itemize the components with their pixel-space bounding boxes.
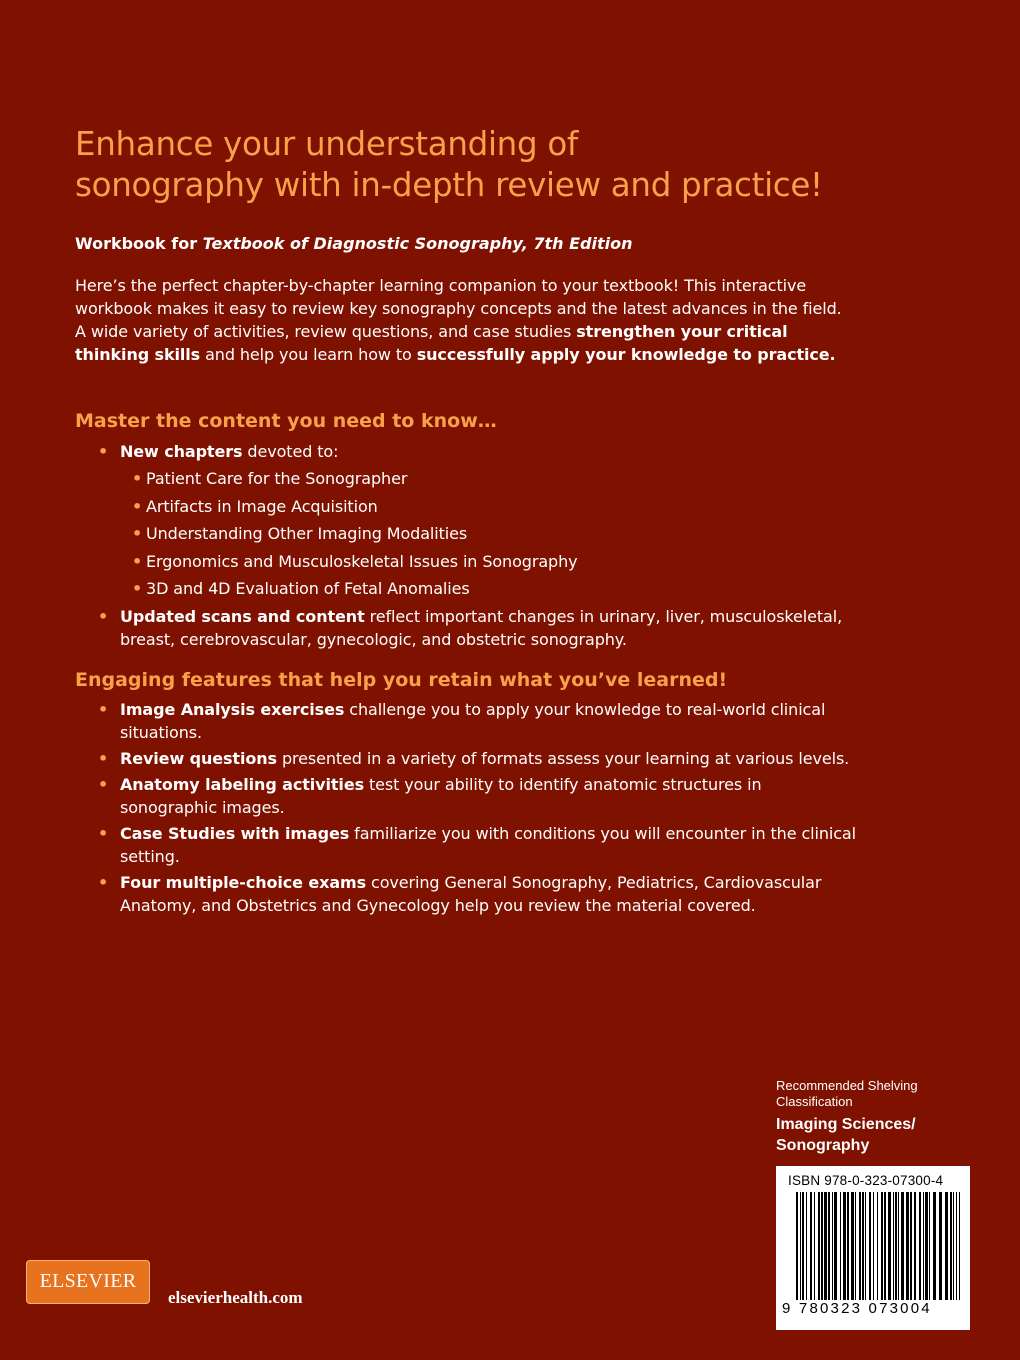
barcode-bar (933, 1192, 936, 1300)
feature-text: challenge you to apply your knowledge to real-world clinical situations. (120, 700, 826, 742)
barcode-bar (923, 1192, 924, 1300)
barcode-bar (959, 1192, 960, 1300)
barcode-bar (840, 1192, 841, 1300)
chapter-item: • Patient Care for the Sonographer (132, 467, 858, 490)
feature-text: presented in a variety of formats assess your learning at various levels. (276, 749, 850, 768)
barcode-bar (895, 1192, 897, 1300)
intro-bold-1: strengthen your critical thinking skills (75, 322, 788, 364)
chapter-item: • Understanding Other Imaging Modalities (132, 522, 858, 545)
headline (75, 124, 955, 206)
barcode-bar (881, 1192, 883, 1300)
feature-bold: Four multiple-choice exams (120, 873, 367, 892)
updated-scans-bold: Updated scans and content (120, 606, 365, 626)
barcode-bar (910, 1192, 912, 1300)
barcode-bar (945, 1192, 948, 1300)
section-heading-master-content: Master the content you need to know… (75, 410, 497, 432)
barcode-bar (953, 1192, 954, 1300)
barcode-bar (855, 1192, 856, 1300)
feature-item (98, 822, 858, 868)
feature-bold: Case Studies with images (120, 824, 350, 843)
publisher-website: elsevierhealth.com (168, 1288, 303, 1307)
isbn-barcode (776, 1166, 970, 1330)
barcode-bar (828, 1192, 830, 1300)
chapter-item: • Ergonomics and Musculoskeletal Issues in Sonography (132, 550, 858, 573)
barcode-bar (925, 1192, 928, 1300)
list-item-updated-scans (98, 605, 858, 651)
feature-item (98, 747, 858, 770)
barcode-bar (901, 1192, 904, 1300)
intro-bold-2: successfully apply your knowledge to practice. (416, 345, 836, 364)
barcode-bar (884, 1192, 886, 1300)
list-item-new-chapters (98, 440, 858, 600)
barcode-bar (832, 1192, 833, 1300)
barcode-bar (888, 1192, 891, 1300)
barcode-bar (893, 1192, 894, 1300)
elsevier-logo (26, 1260, 150, 1304)
barcode-bar (818, 1192, 820, 1300)
barcode-bar (939, 1192, 942, 1300)
feature-bold: Anatomy labeling activities (120, 775, 364, 794)
barcode-bar (919, 1192, 921, 1300)
feature-bold: Image Analysis exercises (120, 700, 345, 719)
barcode-bar (898, 1192, 899, 1300)
subtitle-prefix: Workbook for (75, 234, 203, 253)
new-chapters-bold: New chapters (120, 442, 243, 461)
barcode-bar (869, 1192, 871, 1300)
barcode-bar (851, 1192, 854, 1300)
chapter-item: • Artifacts in Image Acquisition (132, 495, 858, 518)
intro-text-1: Here’s the perfect chapter-by-chapter learning companion to your textbook! This interactive workbook makes it easy to review key sonography concepts and the latest advances in the field. A wide variety of activities, review questions, and case studies (75, 276, 842, 341)
barcode-bar (847, 1192, 849, 1300)
master-content-list (98, 440, 858, 655)
barcode-bar (800, 1192, 801, 1300)
shelving-classification (776, 1078, 976, 1156)
isbn-number: ISBN 978-0-323-07300-4 (788, 1173, 944, 1188)
engaging-features-list (98, 698, 858, 920)
barcode-bar (865, 1192, 866, 1300)
chapter-item: • 3D and 4D Evaluation of Fetal Anomalies (132, 577, 858, 600)
shelving-label-2: Classification (776, 1094, 853, 1109)
updated-scans-text: reflect important changes in urinary, liver, musculoskeletal, breast, cerebrovascular, gynecologic, and obstetric sonography. (120, 606, 843, 649)
barcode-bar (802, 1192, 804, 1300)
new-chapters-sublist (120, 467, 858, 600)
barcode-bars (796, 1192, 960, 1300)
feature-text: test your ability to identify anatomic structures in sonographic images. (120, 775, 762, 817)
feature-item (98, 698, 858, 744)
intro-paragraph (75, 274, 845, 366)
barcode-bar (929, 1192, 930, 1300)
feature-item (98, 871, 858, 917)
headline-line-2: sonography with in-depth review and practice! (75, 166, 823, 204)
feature-bold: Review questions (120, 749, 277, 768)
barcode-digits: 9 780323 073004 (782, 1300, 932, 1317)
workbook-subtitle (75, 233, 632, 255)
barcode-bar (834, 1192, 837, 1300)
barcode-bar (824, 1192, 827, 1300)
barcode-bar (862, 1192, 864, 1300)
feature-text: covering General Sonography, Pediatrics, Cardiovascular Anatomy, and Obstetrics and Gynecology help you review the material covered. (120, 873, 822, 915)
barcode-bar (796, 1192, 798, 1300)
elsevier-logo-text: ELSEVIER (39, 1270, 137, 1292)
barcode-bar (950, 1192, 952, 1300)
barcode-bar (859, 1192, 861, 1300)
barcode-bar (821, 1192, 823, 1300)
barcode-bar (806, 1192, 807, 1300)
shelving-class-2: Sonography (776, 1137, 870, 1154)
intro-text-2: and help you learn how to (200, 345, 417, 364)
barcode-bar (873, 1192, 874, 1300)
barcode-bar (956, 1192, 957, 1300)
shelving-label-1: Recommended Shelving (776, 1078, 918, 1093)
barcode-bar (914, 1192, 916, 1300)
barcode-bar (814, 1192, 815, 1300)
new-chapters-text: devoted to: (242, 442, 339, 461)
shelving-class-1: Imaging Sciences/ (776, 1116, 916, 1133)
headline-line-1: Enhance your understanding of (75, 125, 579, 163)
barcode-bar (906, 1192, 909, 1300)
barcode-bar (877, 1192, 878, 1300)
section-heading-engaging-features: Engaging features that help you retain what you’ve learned! (75, 669, 728, 691)
barcode-bar (843, 1192, 846, 1300)
feature-text: familiarize you with conditions you will encounter in the clinical setting. (120, 824, 856, 866)
subtitle-book-title: Textbook of Diagnostic Sonography, 7th Edition (202, 234, 633, 253)
barcode-bar (810, 1192, 812, 1300)
feature-item (98, 773, 858, 819)
